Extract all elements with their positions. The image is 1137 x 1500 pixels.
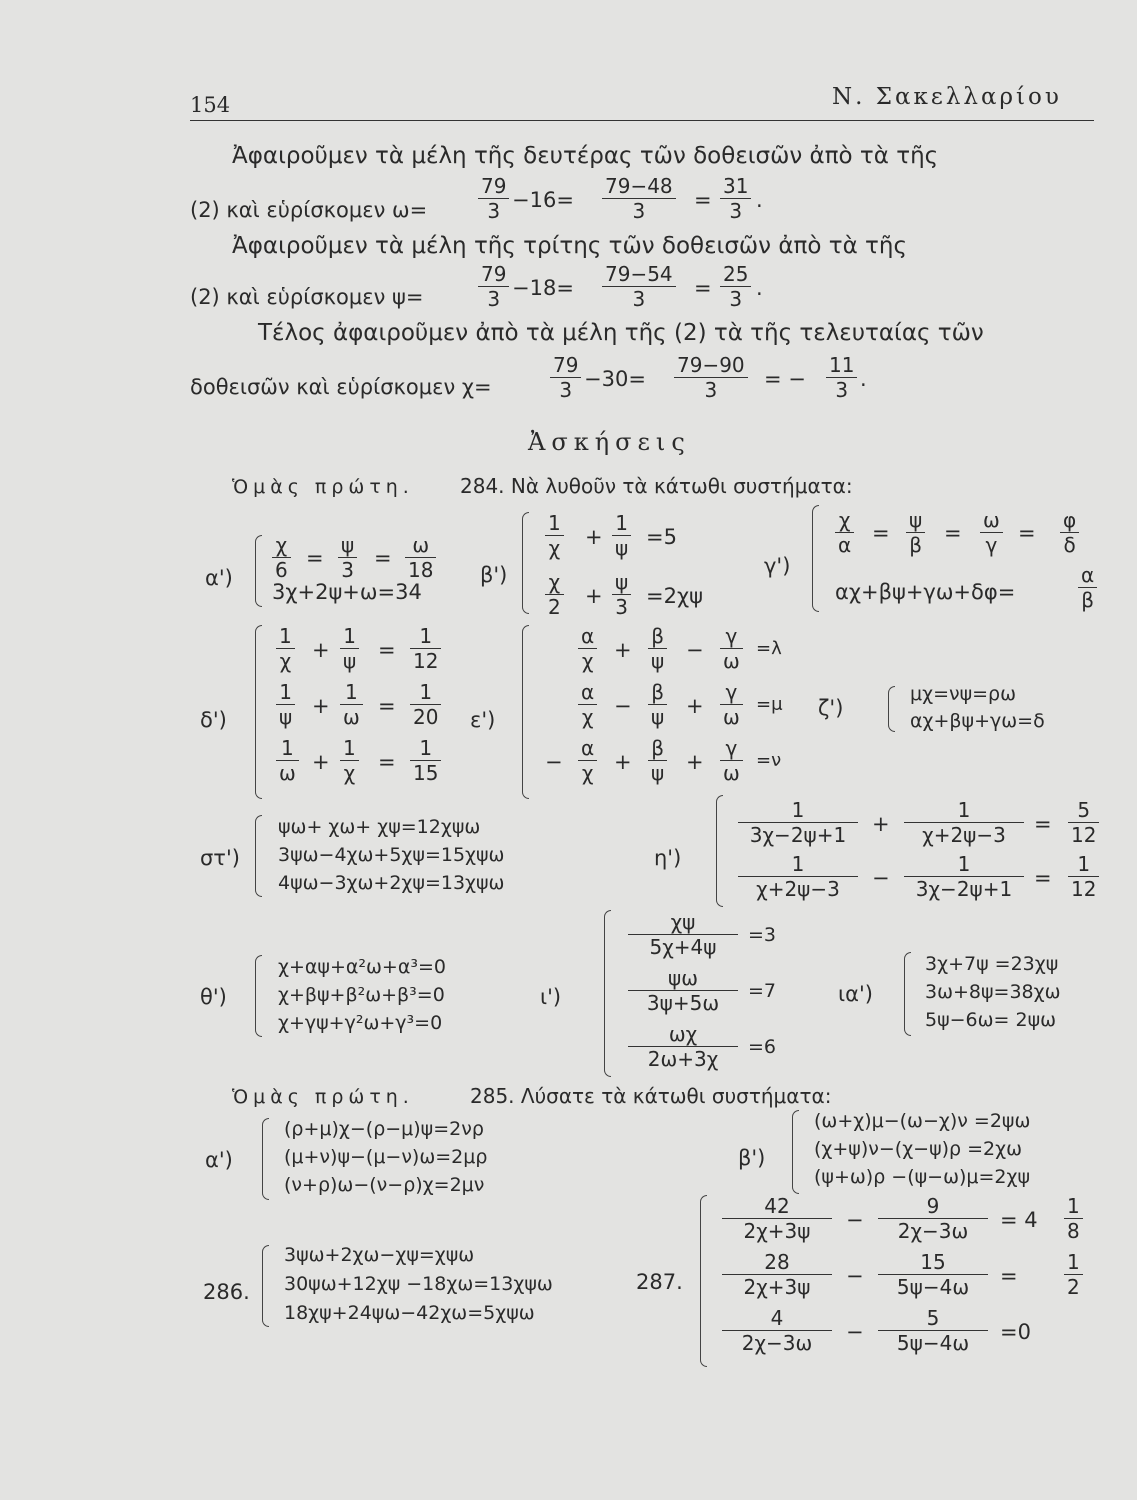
ex287-r1-f2-den: 5ψ−4ω [896,1275,970,1299]
ex284-d-r2-f3 [410,738,441,783]
ex284-d-r2-f3-den: 15 [413,761,439,785]
ex284-ia-l2: 3ω+8ψ=38χω [925,981,1061,1003]
ex285-b-l3: (ψ+ω)ρ −(ψ−ω)μ=2χψ [814,1166,1031,1188]
ex284-ia-l1: 3χ+7ψ =23χψ [925,953,1059,975]
ex284-b-plus2: + [585,584,603,608]
para3-line1: Τέλος ἀφαιροῦμεν ἀπὸ τὰ μέλη τῆς (2) τὰ τῆς τελευταίας τῶν [258,320,984,346]
ex287-r0-f1-den: 2χ+3ψ [743,1219,811,1243]
ex284-e-r0-f1-den: χ [581,649,594,673]
ex287-r1-f3-den: 2 [1067,1275,1080,1299]
ex287-r2-eq: =0 [1000,1320,1031,1344]
ex287-r0-f3-num: 1 [1064,1196,1083,1219]
ex284-h-r1-f3-num: 1 [1068,854,1099,877]
ex284-e-r0-f1-num: α [578,626,597,649]
ex284-d-r1-f3-den: 20 [413,705,439,729]
ex284-i-r0-rhs: =3 [748,924,777,946]
para2-lead: (2) καὶ εὑρίσκομεν ψ= [190,285,424,309]
ex284-h-r0-f1-num: 1 [738,800,858,823]
ex285-a-l3: (ν+ρ)ω−(ν−ρ)χ=2μν [284,1174,485,1196]
ex284-h-r1-op: − [872,866,890,890]
ex287-r0-f2 [878,1196,988,1241]
ex284-h-r1-f3 [1068,854,1099,899]
ex284-e-r2-op1: + [614,750,632,774]
ex284-h-r0-eq: = [1034,812,1052,836]
para2-line1: Ἀφαιροῦμεν τὰ μέλη τῆς τρίτης τῶν δοθεισῶν ἀπὸ τὰ τῆς [232,233,907,259]
ex284-e-r1-f1 [578,682,597,727]
ex284-a-f1: χ 6 [272,535,291,580]
ex284-d-r2-f2-num: 1 [340,738,359,761]
ex284-h-r0-f3-den: 12 [1071,823,1097,847]
ex284-e-r0-f2-num: β [648,626,667,649]
ex284-h-r1-f3-den: 12 [1071,877,1097,901]
ex285-b-l1: (ω+χ)μ−(ω−χ)ν =2ψω [814,1110,1031,1132]
ex284-e-r2-f2 [648,738,667,783]
ex284-e-r2-f3-num: γ [720,738,743,761]
ex285-a-l2: (μ+ν)ψ−(μ−ν)ω=2μρ [284,1146,488,1168]
ex284-th-brace [255,955,262,1037]
ex287-r2-f1-num: 4 [722,1308,832,1331]
ex287-r1-eq: = [1000,1264,1018,1288]
ex284-h-r0-f2 [904,800,1024,845]
ex284-i-r0-f [628,912,738,957]
ex284-g-brace [812,505,819,612]
ex284-e-r0-f3 [720,626,743,671]
ex287-r0-f3 [1064,1196,1083,1241]
ex285-a-l1: (ρ+μ)χ−(ρ−μ)ψ=2νρ [284,1118,484,1140]
ex284-e-r0-f2-den: ψ [651,649,665,673]
ex284-d-brace [255,625,262,799]
section-title: Ἀσκήσεις [528,428,691,456]
ex284-ia-label: ια') [838,982,873,1006]
ex287-r2-f2-num: 5 [878,1308,988,1331]
para1-eq: = [694,188,712,212]
ex284-d-r0-f1-den: χ [279,649,292,673]
ex287-r0-f1 [722,1196,832,1241]
ex284-e-r0-op1: + [614,638,632,662]
ex284-d-r0-eq: = [378,638,396,662]
ex284-d-r0-f2-den: ψ [343,649,357,673]
ex284-d-r0-f1 [276,626,295,671]
page-number: 154 [190,93,231,117]
para1-line1: Ἀφαιροῦμεν τὰ μέλη τῆς δευτέρας τῶν δοθεισῶν ἀπὸ τὰ τῆς [232,143,939,169]
ex284-e-r0-f3-num: γ [720,626,743,649]
ex284-b-rhs1: =5 [646,525,677,549]
ex284-h-r1-f2-num: 1 [904,854,1024,877]
ex284-d-r1-eq: = [378,694,396,718]
ex284-e-r2-f2-num: β [648,738,667,761]
ex284-st-l1: ψω+ χω+ χψ=12χψω [278,816,481,838]
ex284-d-r0-f3-num: 1 [410,626,441,649]
ex284-d-r0-f2-num: 1 [340,626,359,649]
ex284-h-r1-f1-den: χ+2ψ−3 [756,877,840,901]
ex284-i-r2-f [628,1024,738,1069]
para3-lead: δοθεισῶν καὶ εὑρίσκομεν χ= [190,375,492,399]
ex284-e-r1-rhs: =μ [756,694,783,715]
para3-frac1: 79 3 [550,355,581,400]
ex284-d-r1-f2-num: 1 [340,682,363,705]
ex284-h-r1-f1-num: 1 [738,854,858,877]
ex284-z-brace [888,686,895,732]
ex284-h-r1-f2-den: 3χ−2ψ+1 [915,877,1013,901]
ex284-g-f1: χ α [835,510,854,555]
ex284-e-r2-f3-den: ω [723,761,740,785]
ex284-e-r2-f1-den: χ [581,761,594,785]
ex284-z-l2: αχ+βψ+γω=δ [910,710,1045,732]
para2-eq: = [694,276,712,300]
para1-frac2: 79−48 3 [602,176,676,221]
ex287-r2-f1 [722,1308,832,1353]
ex284-d-r0-f3-den: 12 [413,649,439,673]
ex285-b-label: β') [738,1146,766,1170]
ex287-r1-f3 [1064,1252,1083,1297]
para2-frac3: 25 3 [720,264,751,309]
ex284-e-r0-rhs: =λ [756,638,782,659]
ex285-group: Ὁμὰς πρώτη. [232,1086,414,1108]
ex284-d-r0-f2 [340,626,359,671]
ex287-r2-op: − [846,1320,864,1344]
ex284-d-r1-plus: + [312,694,330,718]
ex287-r1-f3-num: 1 [1064,1252,1083,1275]
ex284-ia-l3: 5ψ−6ω= 2ψω [925,1009,1057,1031]
ex284-i-r0-f-num: χψ [628,912,738,935]
ex287-r0-op: − [846,1208,864,1232]
ex287-r1-f2 [878,1252,988,1297]
ex284-st-brace [255,815,262,897]
ex284-d-r1-f2 [340,682,363,727]
ex284-d-r2-f1 [276,738,299,783]
ex286-l1: 3ψω+2χω−χψ=χψω [284,1244,475,1266]
ex287-r1-f1-num: 28 [722,1252,832,1275]
para2-frac2: 79−54 3 [602,264,676,309]
ex284-z-l1: μχ=νψ=ρω [910,683,1017,705]
para3-eq: = − [764,367,806,391]
ex284-d-r2-eq: = [378,750,396,774]
ex284-e-brace [522,625,529,799]
ex284-th-l3: χ+γψ+γ²ω+γ³=0 [278,1012,443,1034]
ex284-g-f2: ψ β [906,510,925,555]
header-rule [190,120,1094,121]
ex284-i-r2-f-den: 2ω+3χ [647,1047,719,1071]
ex284-g-eq2: = [944,521,962,545]
para1-end: . [756,188,763,212]
ex284-b-label: β') [480,563,508,587]
ex284-d-r1-f1-den: ψ [279,705,293,729]
ex287-r1-f1-den: 2χ+3ψ [743,1275,811,1299]
ex284-e-label: ε') [470,708,496,732]
para1-mid: −16= [512,188,574,212]
ex284-h-label: η') [654,846,682,870]
ex284-h-brace [716,795,723,907]
ex284-d-r0-f1-num: 1 [276,626,295,649]
ex284-d-r2-f1-num: 1 [276,738,299,761]
ex284-i-label: ι') [540,985,562,1009]
ex284-g-f5: α β [1078,565,1097,610]
ex284-d-r2-f2-den: χ [343,761,356,785]
ex284-d-r1-f2-den: ω [343,705,360,729]
ex284-e-r1-f3-num: γ [720,682,743,705]
ex284-a-l2: 3χ+2ψ+ω=34 [272,580,422,604]
ex284-th-label: θ') [200,985,227,1009]
ex284-i-r2-rhs: =6 [748,1036,777,1058]
para1-lead: (2) καὶ εὑρίσκομεν ω= [190,198,428,222]
ex284-e-r2-f1-num: α [578,738,597,761]
ex284-e-r0-op2: − [686,638,704,662]
ex286-l2: 30ψω+12χψ −18χω=13χψω [284,1273,553,1295]
ex284-st-label: στ') [200,846,240,870]
ex284-b-rhs2: =2χψ [646,584,703,608]
ex284-e-r1-f1-den: χ [581,705,594,729]
ex284-ia-brace [904,952,911,1036]
ex284-th-l1: χ+αψ+α²ω+α³=0 [278,956,446,978]
ex284-e-r1-f3-den: ω [723,705,740,729]
ex284-d-r2-f3-num: 1 [410,738,441,761]
ex284-i-r2-f-num: ωχ [628,1024,738,1047]
ex284-e-r0-f1 [578,626,597,671]
ex284-z-label: ζ') [818,696,844,720]
ex287-r0-eq: = 4 [1000,1208,1038,1232]
ex284-d-r0-plus: + [312,638,330,662]
ex287-r0-f3-den: 8 [1067,1219,1080,1243]
ex284-e-r2-sign: − [545,750,563,774]
ex284-a-f3: ω 18 [405,535,436,580]
ex284-h-r0-f1 [738,800,858,845]
ex284-b-f1: 1 χ [545,513,564,558]
para3-frac2: 79−90 3 [674,355,748,400]
ex284-b-brace [522,512,529,614]
ex285-b-l2: (χ+ψ)ν−(χ−ψ)ρ =2χω [814,1138,1023,1160]
ex284-e-r1-f1-num: α [578,682,597,705]
ex284-b-f2: 1 ψ [612,513,631,558]
ex284-e-r0-f2 [648,626,667,671]
para3-mid: −30= [584,367,646,391]
ex284-e-r1-f2-den: ψ [651,705,665,729]
ex284-a-f2: ψ 3 [338,535,357,580]
ex284-h-r0-op: + [872,812,890,836]
ex287-r1-f1 [722,1252,832,1297]
ex284-d-r2-f2 [340,738,359,783]
ex284-i-r0-f-den: 5χ+4ψ [649,935,717,959]
ex284-d-r2-plus: + [312,750,330,774]
ex284-h-r0-f3-num: 5 [1068,800,1099,823]
ex284-e-r2-f1 [578,738,597,783]
ex284-g-l2: αχ+βψ+γω+δφ= [835,580,1016,604]
ex287-r1-f2-num: 15 [878,1252,988,1275]
ex284-i-r1-f-num: ψω [628,968,738,991]
ex284-e-r1-op2: + [686,694,704,718]
ex285-intro: 285. Λύσατε τὰ κάτωθι συστήματα: [470,1084,832,1108]
ex284-d-r1-f3 [410,682,441,727]
ex284-a-eq1: = [306,546,324,570]
ex284-h-r0-f3 [1068,800,1099,845]
ex284-e-r1-f3 [720,682,743,727]
ex284-d-r0-f3 [410,626,441,671]
ex284-st-l2: 3ψω−4χω+5χψ=15χψω [278,844,505,866]
ex287-brace [700,1195,707,1367]
ex284-g-label: γ') [764,554,791,578]
ex284-e-r1-f2 [648,682,667,727]
ex287-r2-f1-den: 2χ−3ω [741,1331,813,1355]
ex284-b-plus1: + [585,525,603,549]
ex284-e-r1-op1: − [614,694,632,718]
para1-frac3: 31 3 [720,176,751,221]
ex284-h-r1-f1 [738,854,858,899]
ex284-a-eq2: = [374,546,392,570]
ex284-d-r1-f3-num: 1 [410,682,441,705]
ex284-th-l2: χ+βψ+β²ω+β³=0 [278,984,445,1006]
ex284-i-r1-f [628,968,738,1013]
ex284-h-r0-f1-den: 3χ−2ψ+1 [749,823,847,847]
ex284-g-f4: φ δ [1060,510,1079,555]
para3-frac3: 11 3 [826,355,857,400]
ex287-r0-f2-den: 2χ−3ω [897,1219,969,1243]
ex284-i-r1-f-den: 3ψ+5ω [646,991,720,1015]
ex287-r0-f1-num: 42 [722,1196,832,1219]
ex284-g-eq3: = [1018,521,1036,545]
ex284-d-r1-f1 [276,682,295,727]
ex284-i-r1-rhs: =7 [748,980,777,1002]
ex284-d-label: δ') [200,708,227,732]
ex284-e-r2-rhs: =ν [756,750,782,771]
ex287-r2-f2 [878,1308,988,1353]
ex284-i-brace [604,910,611,1077]
ex284-d-r1-f1-num: 1 [276,682,295,705]
para3-end: . [860,367,867,391]
ex284-group: Ὁμὰς πρώτη. [232,476,414,498]
ex284-b-f3: χ 2 [545,572,564,617]
running-title: Ν. Σακελλαρίου [832,84,1062,110]
ex285-a-label: α') [205,1148,233,1172]
ex284-e-r1-f2-num: β [648,682,667,705]
ex286-l3: 18χψ+24ψω−42χω=5χψω [284,1302,535,1324]
ex287-label: 287. [636,1270,683,1294]
para2-end: . [756,276,763,300]
para2-frac1: 79 3 [478,264,509,309]
ex284-h-r0-f2-den: χ+2ψ−3 [922,823,1006,847]
ex285-a-brace [262,1118,269,1200]
ex284-e-r2-op2: + [686,750,704,774]
ex284-h-r1-eq: = [1034,866,1052,890]
ex287-r2-f2-den: 5ψ−4ω [896,1331,970,1355]
ex287-r0-f2-num: 9 [878,1196,988,1219]
para2-mid: −18= [512,276,574,300]
ex284-g-f3: ω γ [980,510,1003,555]
ex284-h-r1-f2 [904,854,1024,899]
ex284-st-l3: 4ψω−3χω+2χψ=13χψω [278,872,505,894]
ex284-a-brace [255,535,262,607]
ex284-b-f4: ψ 3 [612,572,631,617]
ex284-e-r0-f3-den: ω [723,649,740,673]
ex286-label: 286. [203,1280,250,1304]
ex284-intro: 284. Νὰ λυθοῦν τὰ κάτωθι συστήματα: [460,474,853,498]
ex284-e-r2-f3 [720,738,743,783]
para1-frac1: 79 3 [478,176,509,221]
ex284-d-r2-f1-den: ω [279,761,296,785]
ex284-a-label: α') [205,566,233,590]
ex286-brace [262,1245,269,1327]
ex284-h-r0-f2-num: 1 [904,800,1024,823]
ex287-r1-op: − [846,1264,864,1288]
ex284-g-eq1: = [872,521,890,545]
ex285-b-brace [792,1110,799,1194]
ex284-e-r2-f2-den: ψ [651,761,665,785]
